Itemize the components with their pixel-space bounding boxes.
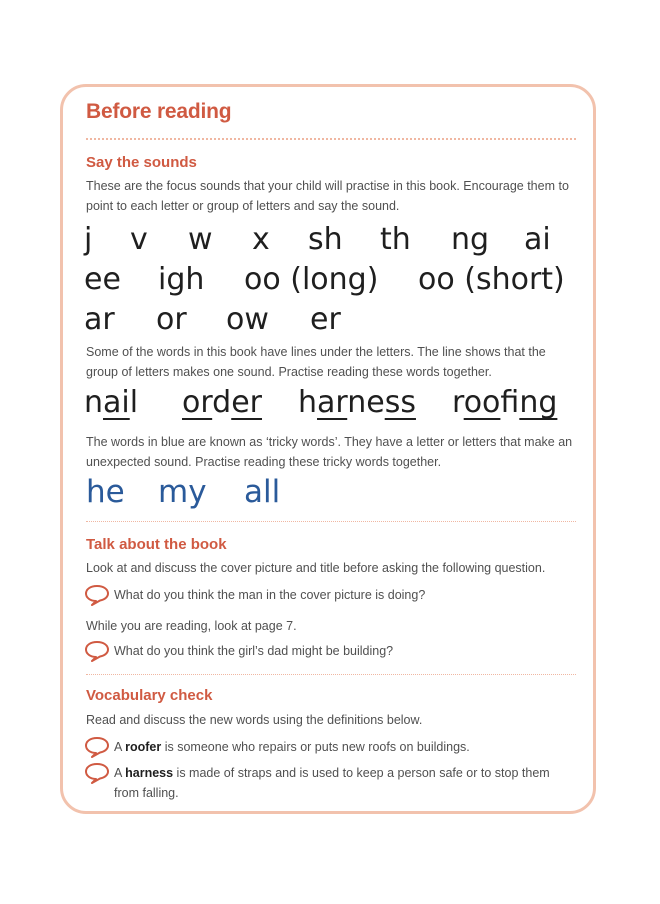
grapheme: fi <box>500 385 520 420</box>
sound: v <box>130 222 148 257</box>
sounds-row-3 <box>84 300 384 340</box>
speech-bubble-icon <box>84 736 110 758</box>
sound: oo (short) <box>418 262 565 297</box>
sound: er <box>310 302 341 337</box>
practice-words <box>84 385 584 429</box>
sound: oo (long) <box>244 262 379 297</box>
tricky-word: he <box>86 474 125 510</box>
sound: j <box>84 222 93 257</box>
question-1 <box>84 584 564 606</box>
vocab-definition: A harness is made of straps and is used to keep a person safe or to stop them <box>114 766 550 780</box>
vocab-definition: A roofer is someone who repairs or puts new roofs on buildings. <box>114 740 470 754</box>
grapheme: n <box>84 385 104 420</box>
practice-word <box>182 385 262 420</box>
grapheme-underlined: ai <box>103 385 130 420</box>
tricky-intro: The words in blue are known as ‘tricky words’. They have a letter or letters that make an unexpected sound. Practise reading these tricky words together. <box>86 435 573 469</box>
sound: x <box>252 222 270 257</box>
tricky-word: all <box>244 474 281 510</box>
sound: ai <box>524 222 551 257</box>
question-text: What do you think the girl’s dad might be building? <box>114 644 394 658</box>
sounds-row-1 <box>84 220 584 260</box>
sound: sh <box>308 222 343 257</box>
vocab-word: harness <box>125 766 174 780</box>
dotted-divider <box>86 138 576 140</box>
grapheme-underlined: or <box>182 385 213 420</box>
grapheme-underlined: er <box>231 385 263 420</box>
vocab-definition-cont: from falling. <box>114 786 179 800</box>
grapheme: h <box>298 385 318 420</box>
grapheme: d <box>212 385 232 420</box>
sound: or <box>156 302 187 337</box>
grapheme-underlined: ng <box>519 385 558 420</box>
speech-bubble-icon <box>84 640 110 662</box>
sound: th <box>380 222 411 257</box>
speech-bubble-icon <box>84 584 110 606</box>
dotted-divider <box>86 521 576 522</box>
grapheme-underlined: ar <box>317 385 348 420</box>
sounds-row-2 <box>84 260 584 300</box>
sound: ee <box>84 262 121 297</box>
grapheme: l <box>129 385 139 420</box>
grapheme: r <box>452 385 464 420</box>
during-reading-text: While you are reading, look at page 7. <box>86 619 297 633</box>
practice-word <box>84 385 138 420</box>
page-title: Before reading <box>86 100 232 123</box>
tricky-words <box>86 474 326 516</box>
grapheme-underlined: oo <box>463 385 501 420</box>
dotted-divider <box>86 674 576 675</box>
say-sounds-intro: These are the focus sounds that your child will practise in this book. Encourage them to point to each letter or group of letters and say the sound. <box>86 179 569 213</box>
vocab-intro: Read and discuss the new words using the definitions below. <box>86 713 423 727</box>
grapheme: ne <box>347 385 385 420</box>
vocab-item-2 <box>84 762 564 804</box>
talk-heading: Talk about the book <box>86 536 227 553</box>
question-text: What do you think the man in the cover picture is doing? <box>114 588 426 602</box>
vocab-heading: Vocabulary check <box>86 687 213 704</box>
question-2 <box>84 640 564 662</box>
sound: ar <box>84 302 115 337</box>
sound: ow <box>226 302 269 337</box>
tricky-word: my <box>158 474 207 510</box>
sound: ng <box>451 222 490 257</box>
say-sounds-heading: Say the sounds <box>86 154 197 171</box>
sound: igh <box>158 262 205 297</box>
practice-word <box>452 385 557 420</box>
vocab-item-1 <box>84 736 564 758</box>
talk-intro: Look at and discuss the cover picture and title before asking the following question. <box>86 561 546 575</box>
vocab-word: roofer <box>125 740 162 754</box>
speech-bubble-icon <box>84 762 110 784</box>
sound: w <box>188 222 213 257</box>
underline-intro: Some of the words in this book have lines under the letters. The line shows that the group of letters makes one sound. Practise reading these words together. <box>86 345 546 379</box>
grapheme-underlined: ss <box>384 385 416 420</box>
practice-word <box>298 385 416 420</box>
